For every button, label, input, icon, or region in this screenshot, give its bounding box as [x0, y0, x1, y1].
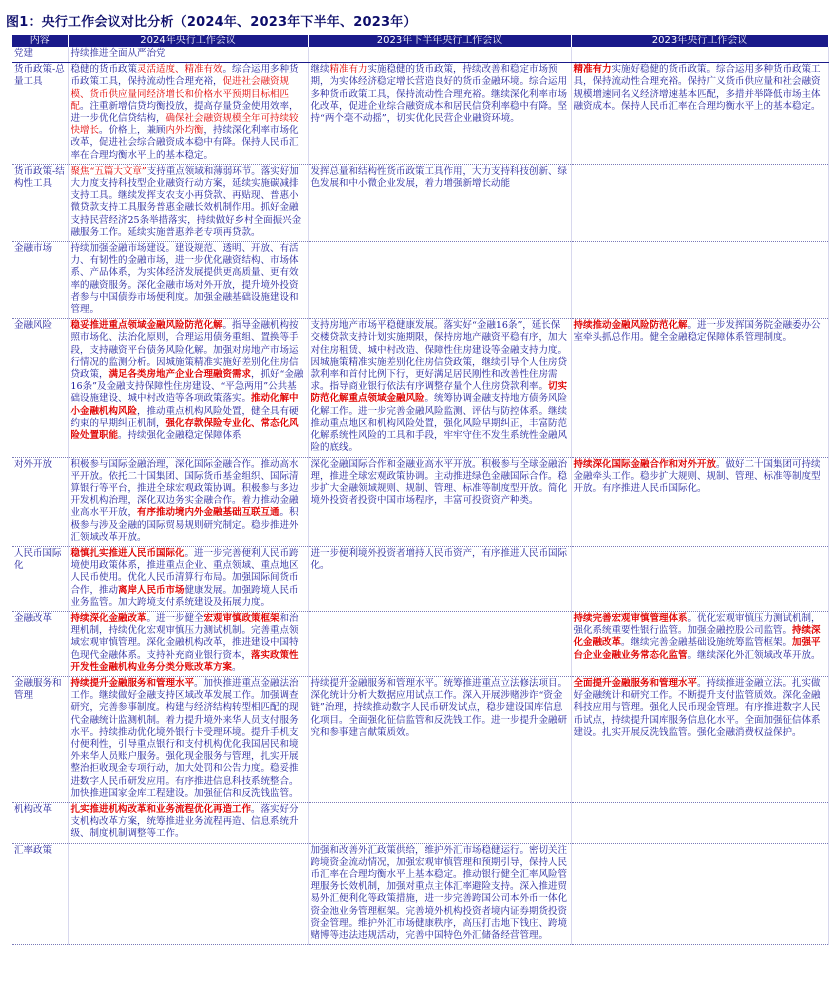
cell-text: 。持续强化金融稳定保障体系	[118, 430, 242, 442]
cell-text: 。落实好分支机构改革方案，统筹推进业务流程再造、信息系统升级、制度机制调整等工作。	[70, 803, 299, 840]
highlight-text: 促进社会融资规模、货币供应量同经济增长和价格水平预期目标相匹配	[70, 76, 290, 112]
cell-2024	[68, 63, 308, 165]
cell-2024	[68, 319, 308, 457]
highlight-text: 灵活适度、精准有效	[137, 64, 223, 76]
table-row	[12, 47, 828, 63]
cell-text: 稳健的货币政策	[70, 64, 138, 76]
cell-text: 持续推进全面从严治党	[70, 48, 166, 59]
row-category: 货币政策-结构性工具	[12, 164, 68, 241]
header-2024: 2024年央行工作会议	[68, 35, 308, 47]
table-row	[12, 319, 828, 457]
cell-text: 积极参与国际金融治理，深化国际金融合作。推动高水平开放。依托二十国集团、国际货币基金组织、国际清算银行等平台，推进全球宏观政策协调。积极参与多边开发机构治理，深化双边务实金融合作。着力推动金融业高水平开放，	[70, 458, 299, 519]
highlight-text: 持续深化金融改革	[70, 612, 147, 624]
highlight-text: 持续深化金融改革	[573, 625, 821, 649]
row-category: 对外开放	[12, 457, 68, 546]
table-row	[12, 457, 828, 546]
cell-text: 深化金融国际合作和金融业高水平开放。积极参与全球金融治理，推进全球宏观政策协调。主动推进绿色金融国际合作。稳步扩大金融领域规则、规制、管理、标准等制度型开放。简化境外投资者投资中国市场程序，丰富可投资资产种类。	[310, 458, 568, 507]
cell-text: 。加快推进重点金融法治工作。继续做好金融支持区域改革发展工作。加强调查研究，完善参事制度。构建与经济结构转型相匹配的现代金融统计监测机制。着力提升境外来华人员支付服务水平。持续推动优化境外银行卡受理环境。提升手机支付便利性，引导重点银行和支付机构优化我国居民和境外来华人员账户服务。强化现金服务与管理，扎实开展整治拒收现金专项行动，加大处罚和公告力度。稳妥推进数字人民币研发应用。有序推进信息科技系统整合。加快推进国家金库工程建设。加强征信和反洗钱监管。	[70, 677, 299, 799]
highlight-text: 持续深化国际金融合作和对外开放	[573, 458, 717, 470]
cell-2023h2	[308, 242, 571, 319]
table-row	[12, 242, 828, 319]
row-category: 货币政策-总量工具	[12, 63, 68, 165]
row-category: 金融服务和管理	[12, 676, 68, 802]
highlight-text: 推动化解中小金融机构风险	[70, 393, 299, 417]
highlight-text: 宏观审慎政策框架	[203, 612, 280, 624]
cell-2024	[68, 242, 308, 319]
cell-text: 。进一步完善便利人民币跨境使用政策体系，推进重点企业、重点领域、重点地区人民币使用。优化人民币清算行布局。加强国际间货币合作，推动	[70, 547, 299, 596]
comparison-table	[12, 35, 829, 945]
cell-text: 实施好稳健的货币政策。综合运用多种货币政策工具，保持流动性合理充裕。保持广义货币供应量和社会融资规模增速同名义经济增速基本匹配，多措并举降低市场主体融资成本。保持人民币汇率在合理均衡水平上的基本稳定。	[573, 64, 821, 112]
cell-text: 。继续深化外汇领域改革开放。	[687, 649, 821, 661]
table-row	[12, 611, 828, 676]
highlight-text: 持续提升金融服务和管理水平	[70, 677, 195, 689]
highlight-text: 确保社会融资规模全年可持续较快增长	[70, 113, 299, 137]
table-row	[12, 164, 828, 241]
cell-2024	[68, 164, 308, 241]
highlight-text: 切实防范化解重点领域金融风险	[310, 381, 568, 405]
cell-2023	[571, 63, 828, 165]
cell-2024	[68, 546, 308, 611]
table-body	[12, 47, 828, 945]
row-category: 金融风险	[12, 319, 68, 457]
cell-2023	[571, 319, 828, 457]
cell-text: ，推动重点机构风险处置，健全具有硬约束的早期纠正机制，	[70, 405, 299, 429]
cell-text: 。注重新增信贷均衡投放，提高存量贷金使用效率，进一步优化信贷结构，	[70, 100, 299, 125]
cell-text: 。持续推进金融立法。扎实做好金融统计和研究工作。不断提升支付监管质效。深化金融科技应用与管理。强化人民币现金管理。有序推进数字人民币试点，持续提升国库服务信息化水平。全面加强征信体系建设。扎实开展反洗钱监管。强化金融消费权益保护。	[573, 677, 821, 738]
cell-text: ，持续深化利率市场化改革，促进社会综合融资成本稳中有降。保持人民币汇率在合理均衡水平上的基本稳定。	[70, 125, 299, 161]
highlight-text: 落实政策性开发性金融机构业务分类分账改革方案	[70, 649, 299, 673]
cell-text: 。继续完善金融基础设施统筹监管框架。	[621, 637, 793, 649]
cell-2024	[68, 47, 308, 63]
highlight-text: 持续完善宏观审慎管理体系	[573, 612, 688, 624]
row-category: 金融市场	[12, 242, 68, 319]
cell-2023h2	[308, 457, 571, 546]
cell-2024	[68, 802, 308, 843]
row-category: 金融改革	[12, 611, 68, 676]
row-category: 汇率政策	[12, 843, 68, 945]
cell-2024	[68, 611, 308, 676]
cell-text: 。指导金融机构按照市场化、法治化原则，合理运用债务重组、置换等手段，支持融资平台债务风险化解。加强对房地产市场运行情况的监测分析。因城施策精准实施好差别化住房信贷政策，	[70, 320, 299, 381]
cell-2023	[571, 802, 828, 843]
cell-text: 和治理机制，持续优化宏观审慎压力测试机制。完善重点领域宏观审慎管理。深化金融机构改革，推进建设中国特色现代金融体系。支持补充商业银行资本，	[70, 612, 299, 661]
cell-text: 。做好二十国集团可持续金融牵头工作。稳步扩大规则、规制、管理、标准等制度型开放。有序推进人民币国际化。	[573, 458, 821, 494]
cell-2023	[571, 242, 828, 319]
cell-text: 支持重点领域和薄弱环节。落实好加大力度支持科技型企业融资行动方案，延续实施碳减排支持工具。继续发挥支农支小再贷款、再贴现、普惠小微贷款支持工具服务普惠金融长效机制作用。抓好金融支持民营经济25条举措落实，持续做好乡村全面振兴金融服务工作。延续实施普惠养老专项再贷款。	[70, 165, 302, 238]
cell-2023h2	[308, 611, 571, 676]
highlight-text: 持续推动金融风险防范化解	[573, 320, 688, 332]
row-category: 党建	[12, 47, 68, 63]
cell-text: 继续	[310, 64, 330, 76]
highlight-text: 满足各类房地产企业合理融资需求	[108, 369, 252, 381]
row-category: 人民币国际化	[12, 546, 68, 611]
cell-2023h2	[308, 319, 571, 457]
table-row	[12, 843, 828, 945]
cell-2024	[68, 457, 308, 546]
header-content: 内容	[12, 35, 68, 47]
cell-text: 健康发展。加强跨境人民币业务监管。加大跨境支付系统建设及拓展力度。	[70, 584, 299, 608]
cell-2023h2	[308, 164, 571, 241]
cell-2023	[571, 611, 828, 676]
cell-2023h2	[308, 47, 571, 63]
highlight-text: 有序推动境内外金融基础互联互通	[137, 507, 280, 519]
cell-2024	[68, 676, 308, 802]
cell-2023	[571, 47, 828, 63]
highlight-text: 强化存款保险专业化、常态化风险处置职能	[70, 417, 299, 442]
cell-text: 。	[232, 661, 242, 673]
highlight-text: 全面提升金融服务和管理水平	[573, 677, 698, 689]
cell-text: 。进一步发挥国务院金融委办公室牵头抓总作用。健全金融稳定保障体系管理制度。	[573, 320, 821, 344]
cell-text: 。优化宏观审慎压力测试机制，强化系统重要性银行监管。加强金融控股公司监管。	[573, 612, 821, 637]
table-row	[12, 546, 828, 611]
cell-text: 持续加强金融市场建设。建设规范、透明、开放、有活力、有韧性的金融市场，进一步优化融资结构、市场体系、产品体系，为实体经济发展提供更高质量、更有效率的融资服务。深化金融市场对外开放，提升境外投资者参与中国债券市场便利度。加强金融基础设施建设和管理。	[70, 243, 299, 316]
cell-text: 实施稳健的货币政策，持续改善和稳定市场预期，为实体经济稳定增长营造良好的货币金融环境。综合运用多种货币政策工具，保持流动性合理充裕。继续深化利率市场化改革，促进企业综合融资成本和居民信贷利率稳中有降。坚持“两个毫不动摇”，切实优化民营企业融资环境。	[310, 64, 568, 125]
cell-2023	[571, 546, 828, 611]
table-row	[12, 802, 828, 843]
row-category: 机构改革	[12, 802, 68, 843]
cell-2023h2	[308, 63, 571, 165]
highlight-text: 稳妥推进重点领域金融风险防范化解	[70, 320, 223, 332]
cell-text: 。统筹协调金融支持地方债务风险化解工作。进一步完善金融风险监测、评估与防控体系。继续推动重点地区和机构风险处置，强化风险早期纠正，丰富防范化解系统性风险的工具和手段，牢牢守住不发生系统性金融风险的底线。	[310, 393, 568, 454]
cell-2023h2	[308, 802, 571, 843]
figure-title: 图1：央行工作会议对比分析（2024年、2023年下半年、2023年）	[6, 15, 417, 30]
highlight-text: 稳慎扎实推进人民币国际化	[70, 547, 185, 559]
table-row	[12, 63, 828, 165]
highlight-text: 内外均衡	[165, 125, 204, 137]
cell-text: 加强和改善外汇政策供给，维护外汇市场稳健运行。密切关注跨境资金流动情况，加强宏观审慎管理和预期引导，保持人民币汇率在合理均衡水平上基本稳定。推动银行健全汇率风险管理服务长效机制，加强对重点主体汇率避险支持。深入推进贸易外汇便利化等政策措施，进一步完善跨国公司本外币一体化资金池业务管理框架。完善境外机构投资者境内证券期货投资资金管理。维护外汇市场健康秩序，高压打击地下钱庄、跨境赌博等违法违规活动，完善中国特色外汇储备经营管理。	[310, 844, 568, 942]
header-2023: 2023年央行工作会议	[571, 35, 828, 47]
cell-text: 持续提升金融服务和管理水平。统筹推进重点立法修法项目。深化统计分析大数据应用试点工作。深入开展涉赌涉诈“资金链”治理，持续推动数字人民币研发试点，稳步建设国库信息化项目。全面强化征信监管和反洗钱工作。进一步提升金融研究和参事建言献策质效。	[310, 677, 568, 738]
table-header-row	[12, 35, 828, 47]
cell-text: ，抓好“金融16条”及金融支持保障性住房建设、“平急两用”公共基础设施建设、城中村改造等各项政策落实。	[70, 369, 304, 405]
cell-text: 发挥总量和结构性货币政策工具作用，大力支持科技创新、绿色发展和中小微企业发展，着力增强新增长动能	[310, 165, 568, 190]
cell-text: 进一步便利境外投资者增持人民币资产，有序推进人民币国际化。	[310, 547, 568, 572]
cell-2024	[68, 843, 308, 945]
cell-2023	[571, 457, 828, 546]
cell-text: 。进一步健全	[146, 612, 204, 624]
cell-2023h2	[308, 843, 571, 945]
highlight-text: 精准有力	[573, 64, 612, 76]
cell-text: 。积极参与涉及金融的国际贸易规则研究制定。稳步推进外汇领域改革开放。	[70, 507, 299, 543]
highlight-text: 扎实推进机构改革和业务流程优化再造工作	[70, 803, 252, 815]
table-row	[12, 676, 828, 802]
highlight-text: 离岸人民币市场	[118, 584, 185, 596]
cell-2023	[571, 843, 828, 945]
cell-2023	[571, 676, 828, 802]
cell-2023h2	[308, 676, 571, 802]
cell-text: 支持房地产市场平稳健康发展。落实好“金融16条”，延长保交楼贷款支持计划实施期限，保持房地产融资平稳有序，加大对住房租赁、城中村改造、保障性住房建设等金融支持力度。因城施策精准实施差别化住房信贷政策，继续引导个人住房贷款利率和首付比例下行，更好满足居民刚性和改善性住房需求。指导商业银行依法有序调整存量个人住房贷款利率。	[310, 320, 568, 393]
cell-2023h2	[308, 546, 571, 611]
cell-text: 。价格上，兼顾	[99, 125, 166, 137]
cell-text: 。综合运用多种货币政策工具，保持流动性合理充裕，	[70, 64, 299, 88]
cell-2023	[571, 164, 828, 241]
highlight-text: 聚焦“五篇大文章”	[70, 165, 147, 177]
highlight-text: 加强平台企业金融业务常态化监管	[573, 637, 821, 661]
highlight-text: 精准有力	[329, 64, 368, 76]
header-2023h2: 2023年下半年央行工作会议	[308, 35, 571, 47]
